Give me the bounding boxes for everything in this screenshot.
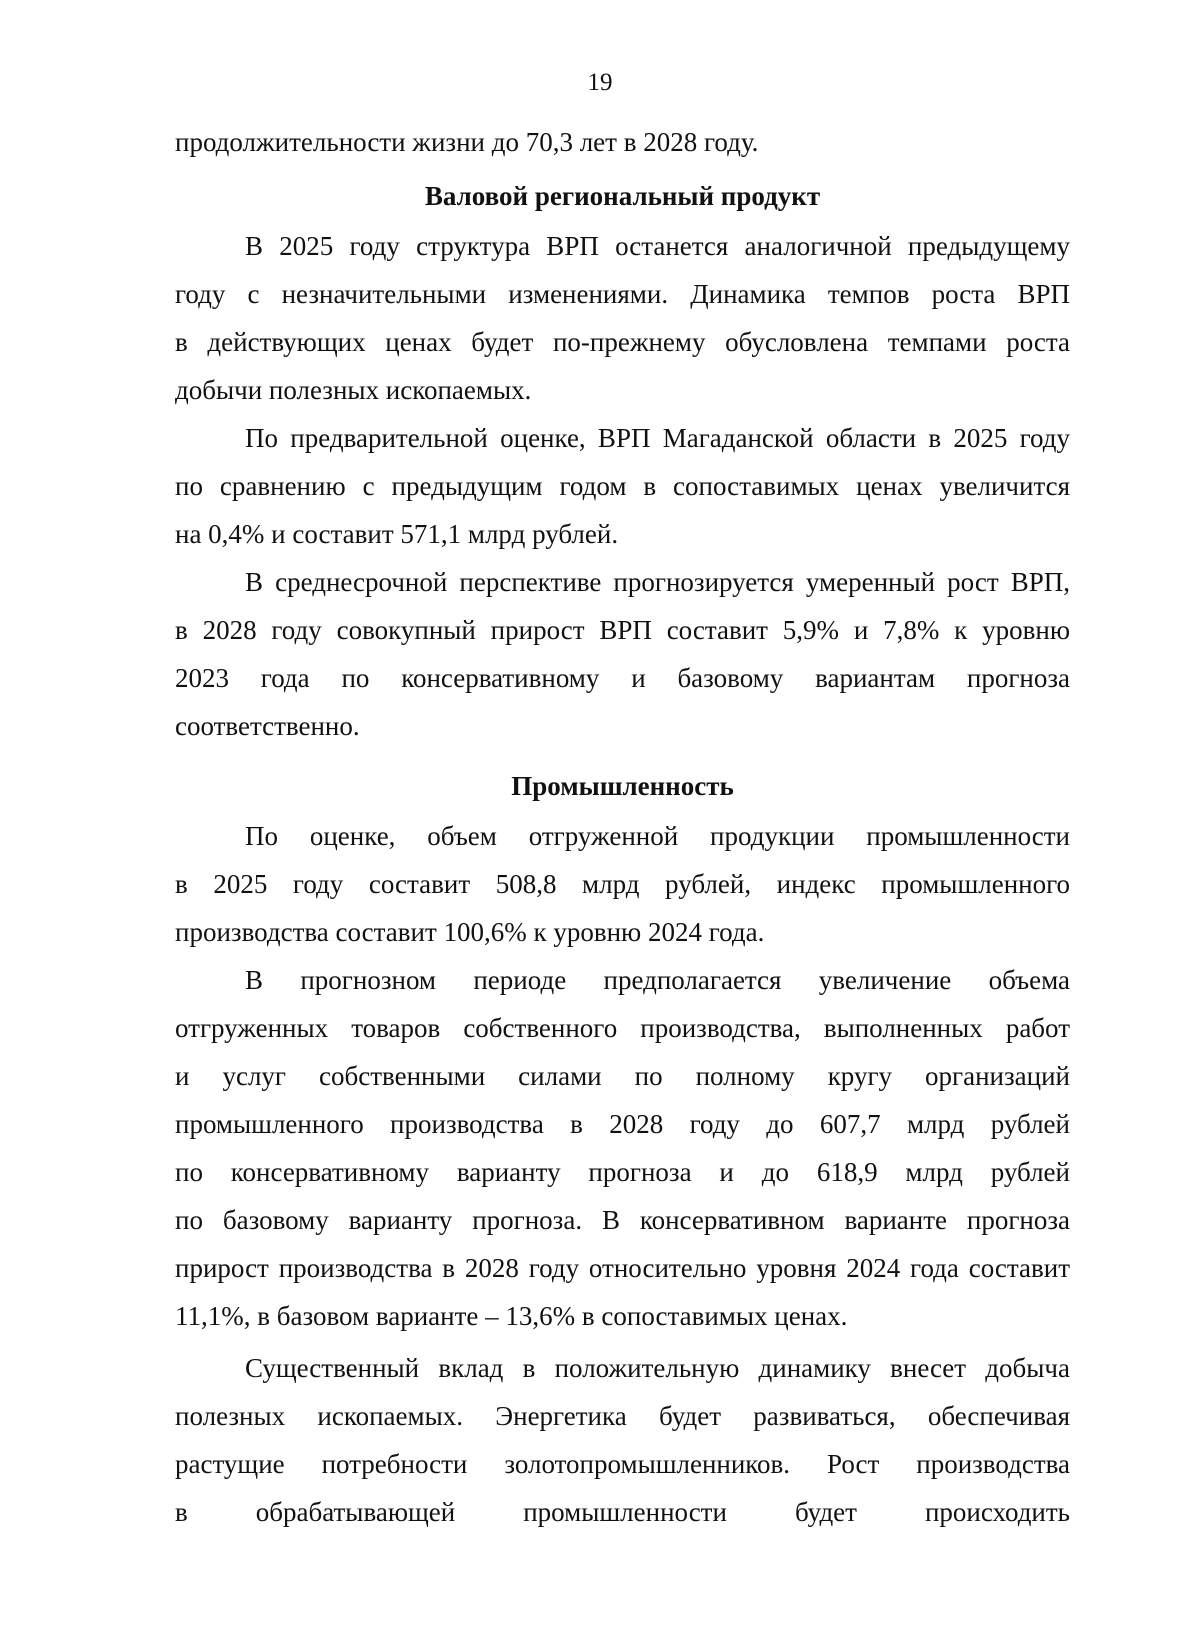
- text-line: полезных ископаемых. Энергетика будет развиваться, обеспечивая: [175, 1401, 1070, 1431]
- text-line: В среднесрочной перспективе прогнозируется умеренный рост ВРП,: [245, 567, 1070, 597]
- text-line: в действующих ценах будет по-прежнему обусловлена темпами роста: [175, 327, 1070, 357]
- text-line: Существенный вклад в положительную динамику внесет добыча: [245, 1353, 1070, 1383]
- document-body: [175, 118, 1070, 1536]
- text-line: растущие потребности золотопромышленников. Рост производства: [175, 1449, 1070, 1479]
- text-line: добычи полезных ископаемых.: [175, 375, 532, 405]
- text-line: соответственно.: [175, 711, 360, 741]
- text-line: По предварительной оценке, ВРП Магаданской области в 2025 году: [245, 423, 1070, 453]
- text-line: В прогнозном периоде предполагается увеличение объема: [245, 965, 1070, 995]
- text-line: 2023 года по консервативному и базовому вариантам прогноза: [175, 663, 1070, 693]
- text-line: прирост производства в 2028 году относительно уровня 2024 года составит: [175, 1253, 1070, 1283]
- section-heading-industry: Промышленность: [511, 771, 734, 801]
- text-line: по базовому варианту прогноза. В консервативном варианте прогноза: [175, 1205, 1070, 1235]
- text-line: году с незначительными изменениями. Динамика темпов роста ВРП: [175, 279, 1070, 309]
- text-line: и услуг собственными силами по полному кругу организаций: [175, 1061, 1070, 1091]
- text-line: в 2025 году составит 508,8 млрд рублей, индекс промышленного: [175, 869, 1070, 899]
- text-line: на 0,4% и составит 571,1 млрд рублей.: [175, 519, 619, 549]
- text-line: По оценке, объем отгруженной продукции промышленности: [245, 821, 1070, 851]
- text-line: 11,1%, в базовом варианте – 13,6% в сопоставимых ценах.: [175, 1301, 848, 1331]
- text-line: по консервативному варианту прогноза и до 618,9 млрд рублей: [175, 1157, 1070, 1187]
- text-line: производства составит 100,6% к уровню 2024 года.: [175, 917, 765, 947]
- text-line: по сравнению с предыдущим годом в сопоставимых ценах увеличится: [175, 471, 1070, 501]
- text-line: в 2028 году совокупный прирост ВРП составит 5,9% и 7,8% к уровню: [175, 615, 1070, 645]
- page-number: 19: [587, 69, 613, 96]
- text-line: продолжительности жизни до 70,3 лет в 2028 году.: [175, 127, 759, 157]
- text-line: В 2025 году структура ВРП останется аналогичной предыдущему: [245, 231, 1070, 261]
- text-line: промышленного производства в 2028 году до 607,7 млрд рублей: [175, 1109, 1070, 1139]
- text-line: отгруженных товаров собственного производства, выполненных работ: [175, 1013, 1070, 1043]
- text-line: в обрабатывающей промышленности будет происходить: [175, 1497, 1070, 1527]
- section-heading-grp: Валовой региональный продукт: [424, 181, 821, 211]
